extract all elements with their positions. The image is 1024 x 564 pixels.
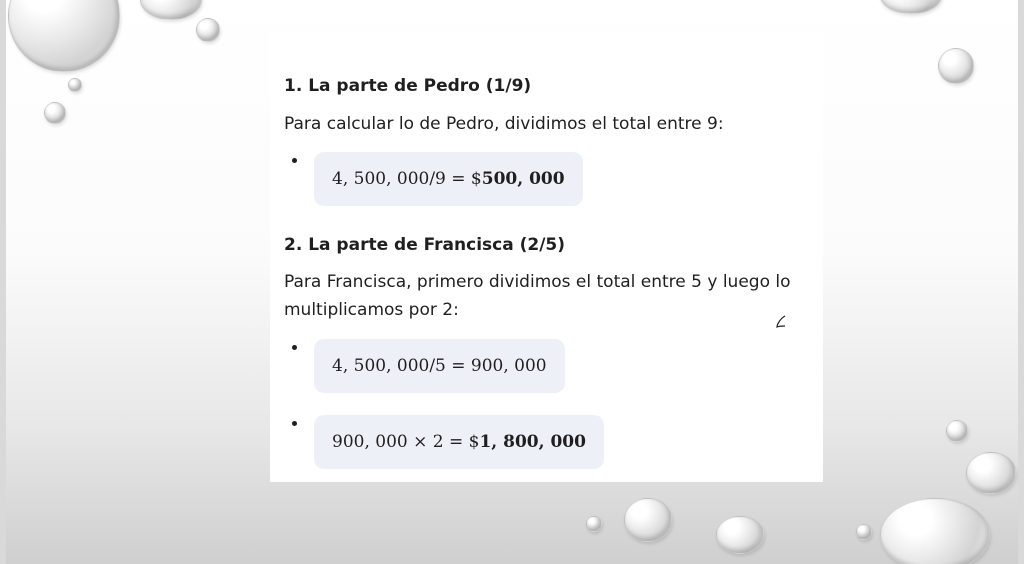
content-card bbox=[270, 32, 823, 482]
window-frame-right bbox=[1018, 0, 1024, 564]
formula-text: 4, 500, 000/5 = 900, 000 bbox=[332, 356, 547, 376]
bullet bbox=[292, 158, 297, 163]
formula-text: 900, 000 × 2 = $ bbox=[332, 432, 480, 452]
water-drop-icon bbox=[880, 498, 990, 564]
formula-box bbox=[314, 152, 583, 206]
water-drop-icon bbox=[946, 420, 968, 442]
water-drop-icon bbox=[856, 524, 872, 540]
water-drop-icon bbox=[44, 102, 66, 124]
window-frame-left bbox=[0, 0, 6, 564]
water-drop-icon bbox=[586, 516, 602, 532]
water-drop-icon bbox=[938, 48, 974, 84]
section-text-pedro: Para calcular lo de Pedro, dividimos el total entre 9: bbox=[284, 114, 724, 134]
bullet bbox=[292, 421, 297, 426]
bullet bbox=[292, 345, 297, 350]
water-drop-icon bbox=[716, 516, 764, 554]
water-drop-icon bbox=[140, 0, 202, 20]
water-drop-icon bbox=[880, 0, 942, 14]
water-drop-icon bbox=[966, 452, 1016, 494]
formula-box bbox=[314, 415, 604, 469]
section-heading-francisca: 2. La parte de Francisca (2/5) bbox=[284, 235, 566, 255]
water-drop-icon bbox=[624, 498, 672, 542]
formula-text: 4, 500, 000/9 = $ bbox=[332, 169, 482, 189]
water-drop-icon bbox=[196, 18, 220, 42]
section-text-francisca: Para Francisca, primero dividimos el total entre 5 y luego lo multiplicamos por 2: bbox=[284, 272, 791, 320]
water-drop-icon bbox=[68, 78, 82, 92]
pen-stroke-icon bbox=[774, 314, 788, 330]
formula-box bbox=[314, 339, 565, 393]
formula-result: 1, 800, 000 bbox=[479, 432, 586, 452]
water-drop-icon bbox=[8, 0, 120, 72]
formula-result: 500, 000 bbox=[481, 169, 565, 189]
section-heading-pedro: 1. La parte de Pedro (1/9) bbox=[284, 76, 532, 96]
